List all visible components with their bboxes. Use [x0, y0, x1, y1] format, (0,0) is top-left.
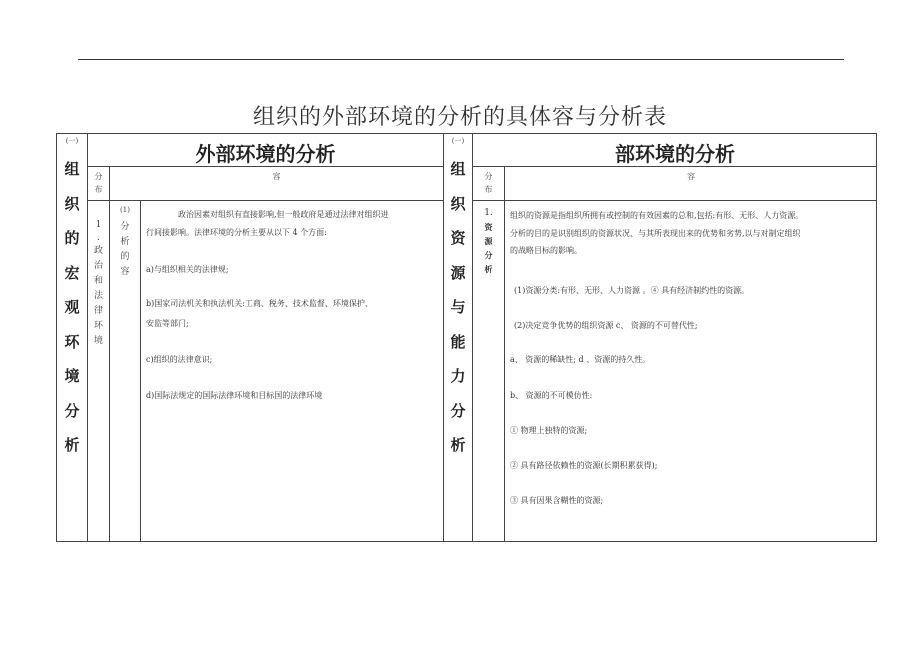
left-category-label: 1 . 政 治 和 法 律 环 境 [93, 220, 103, 346]
right-category-label: 1. 资 源 分 析 [484, 208, 493, 274]
divider [87, 200, 443, 201]
right-col-content-header: 容 [687, 172, 695, 181]
left-section-marker: (一) [65, 137, 79, 145]
document-title: 组织的外部环境的分析的具体容与分析表 [252, 105, 667, 130]
right-col-category-header: 分 布 [484, 172, 493, 194]
right-item-circle-2: ② 具有路径依赖性的资源(长期积累获得); [510, 461, 658, 470]
left-item-b-cont: 安监等部门; [146, 319, 189, 328]
top-rule [78, 59, 844, 60]
divider [140, 200, 141, 542]
right-item-2: (2)决定竞争优势的组织资源 c、 资源的不可替代性; [514, 321, 698, 330]
left-intro-text: 政治因素对组织有直接影响,但一般政府是通过法律对组织进 行间接影响。法律环境的分析主要从以下 4 个方面: [146, 210, 389, 237]
left-item-b: b)国家司法机关和执法机关:工商、税务、技术监督、环境保护、 [146, 299, 373, 308]
divider [504, 166, 505, 542]
left-item-a: a)与组织相关的法律规; [146, 265, 229, 274]
left-col-category-header: 分 布 [94, 172, 103, 194]
left-sub-label: 分 析 的 容 [120, 222, 130, 277]
left-sub-marker: (1) [120, 206, 130, 214]
right-section-label: 组 织 资 源 与 能 力 分 析 [450, 160, 466, 454]
right-section-marker: (一) [451, 137, 465, 145]
divider [472, 200, 877, 201]
right-intro-text: 组织的资源是指组织所拥有或控制的有效因素的总和,包括:有形、无形、人力资源。 分析的目的是识别组织的资源状况、与其所表现出来的优势和劣势,以与对制定组织 的战略目标的影响。 [510, 211, 804, 255]
right-item-circle-3: ③ 具有因果含糊性的资源; [510, 496, 604, 505]
left-item-c: c)组织的法律意识; [146, 355, 213, 364]
right-item-a: a、 资源的稀缺性; d 、资源的持久性。 [510, 355, 651, 364]
right-item-circle-1: ① 物理上独特的资源; [510, 426, 588, 435]
right-item-b: b、 资源的不可模仿性: [510, 391, 593, 400]
left-col-content-header: 容 [272, 172, 281, 181]
left-item-d: d)国际法规定的国际法律环境和目标国的法律环境 [146, 391, 323, 400]
right-item-1: (1)资源分类:有形、无形、人力资源 。④ 具有经济制约性的资源。 [514, 286, 750, 295]
left-section-label: 组 织 的 宏 观 环 境 分 析 [64, 160, 80, 454]
left-heading: 外部环境的分析 [195, 142, 336, 166]
right-heading: 部环境的分析 [615, 142, 735, 166]
